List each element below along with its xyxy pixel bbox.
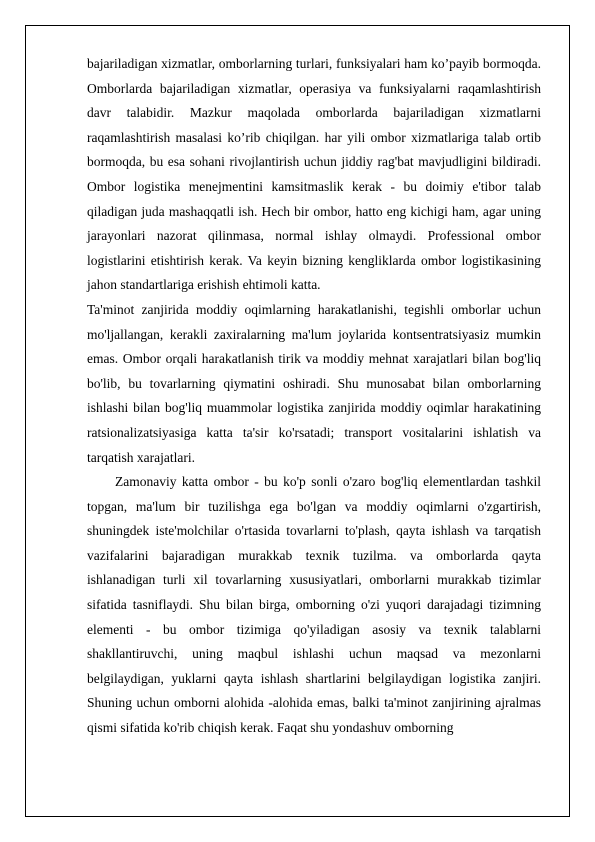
document-body [87,52,541,741]
paragraph-1: bajariladigan xizmatlar, omborlarning turlari, funksiyalari ham ko’payib bormoqda. Omborlarda bajariladigan xizmatlar, operasiya va funksiyalarni raqamlashtirish davr talabidir. Mazkur maqolada omborlarda bajariladigan xizmatlarni raqamlashtirish masalasi ko’rib chiqilgan. har yili ombor xizmatlariga talab ortib bormoqda, bu esa sohani rivojlantirish uchun jiddiy rag'bat mavjudligini bildiradi. Ombor logistika menejmentini kamsitmaslik kerak - bu doimiy e'tibor talab qiladigan juda mashaqqatli ish. Hech bir ombor, hatto eng kichigi ham, agar uning jarayonlari nazorat qilinmasa, normal ishlay olmaydi. Professional ombor logistlarini etishtirish kerak. Va keyin bizning kengliklarda ombor logistikasining jahon standartlariga erishish ehtimoli katta. [87,56,541,293]
paragraph-2: Ta'minot zanjirida moddiy oqimlarning harakatlanishi, tegishli omborlar uchun mo'ljallangan, kerakli zaxiralarning ma'lum joylarida kontsentratsiyasiz mumkin emas. Ombor orqali harakatlanish tirik va moddiy mehnat xarajatlari bilan bog'liq bo'lib, bu tovarlarning qiymatini oshiradi. Shu munosabat bilan omborlarning ishlashi bilan bog'liq muammolar logistika zanjirida moddiy oqimlar harakatining ratsionalizatsiyasiga katta ta'sir ko'rsatadi; transport vositalarini ishlatish va tarqatish xarajatlari. [87,301,541,465]
paragraph-3: Zamonaviy katta ombor - bu ko'p sonli o'zaro bog'liq elementlardan tashkil topgan, ma'lum bir tuzilishga ega bo'lgan va moddiy oqimlarni o'zgartirish, shuningdek iste'molchilar o'rtasida tovarlarni to'plash, qayta ishlash va tarqatish vazifalarini bajaradigan murakkab texnik tuzilma. va omborlarda qayta ishlanadigan turli xil tovarlarning xususiyatlari, omborlarni murakkab tizimlar sifatida tasniflaydi. Shu bilan birga, omborning o'zi yuqori darajadagi tizimning elementi - bu ombor tizimiga qo'yiladigan asosiy va texnik talablarni shakllantiruvchi, uning maqbul ishlashi uchun maqsad va mezonlarni belgilaydigan, yuklarni qayta ishlash shartlarini belgilaydigan logistika zanjiri. Shuning uchun omborni alohida -alohida emas, balki ta'minot zanjirining ajralmas qismi sifatida ko'rib chiqish kerak. Faqat shu yondashuv omborning [87,474,541,736]
